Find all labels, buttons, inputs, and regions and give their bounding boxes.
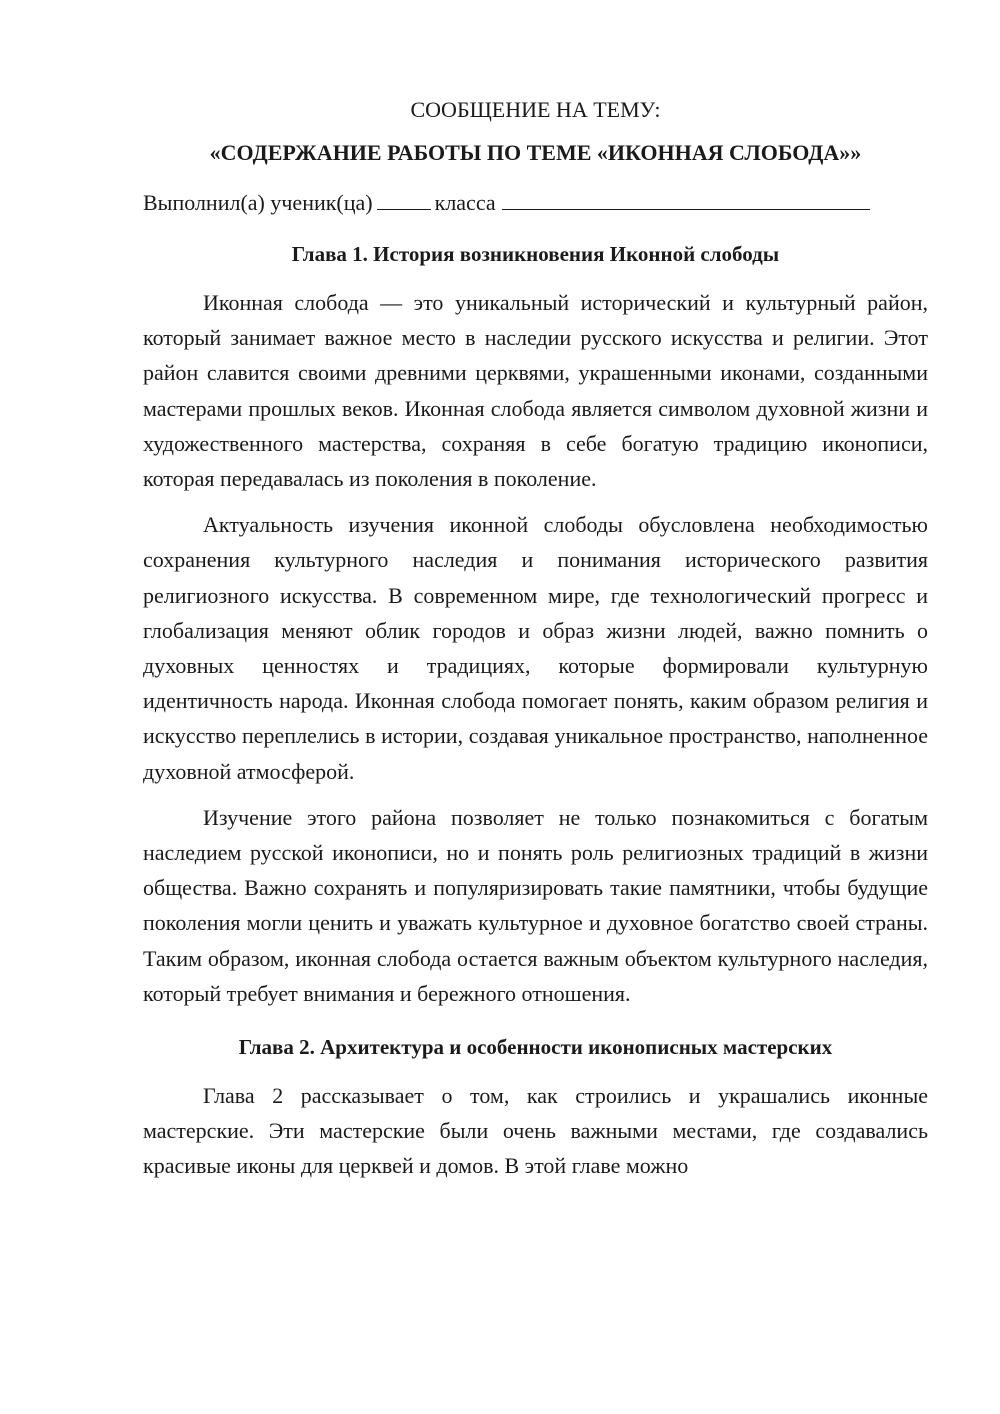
chapter-1-paragraph-2: Актуальность изучения иконной слободы обусловлена необходимостью сохранения культурного наследия и понимания исторического развития религиозного искусства. В современном мире, где технологический прогресс и глобализация меняют облик городов и образ жизни людей, важно помнить о духовных ценностях и традициях, которые формировали культурную идентичность народа. Иконная слобода помогает понять, каким образом религия и искусство переплелись в истории, создавая уникальное пространство, наполненное духовной атмосферой. — [143, 512, 928, 784]
document-topic-title: «СОДЕРЖАНИЕ РАБОТЫ ПО ТЕМЕ «ИКОННАЯ СЛОБОДА»» — [209, 140, 862, 165]
class-label: класса — [434, 190, 496, 215]
chapter-1-paragraph-1: Иконная слобода — это уникальный исторический и культурный район, который занимает важное место в наследии русского искусства и религии. Этот район славится своими древними церквями, украшенными иконами, созданными мастерами прошлых веков. Иконная слобода является символом духовной жизни и художественного мастерства, сохраняя в себе богатую традицию иконописи, которая передавалась из поколения в поколение. — [143, 290, 928, 492]
chapter-2-title: Глава 2. Архитектура и особенности иконописных мастерских — [238, 1035, 833, 1060]
class-number-blank — [377, 185, 431, 210]
chapter-1-paragraph-3: Изучение этого района позволяет не только познакомиться с богатым наследием русской иконописи, но и понять роль религиозных традиций в жизни общества. Важно сохранять и популяризировать такие памятники, чтобы будущие поколения могли ценить и уважать культурное и духовное богатство своей страны. Таким образом, иконная слобода остается важным объектом культурного наследия, который требует внимания и бережного отношения. — [143, 804, 928, 1006]
document-page — [143, 92, 928, 1184]
author-line — [143, 185, 928, 220]
chapter-1-title: Глава 1. История возникновения Иконной слободы — [291, 242, 780, 266]
author-prefix: Выполнил(а) ученик(ца) — [143, 190, 373, 215]
chapter-2-paragraph-1: Глава 2 рассказывает о том, как строились и украшались иконные мастерские. Эти мастерские были очень важными местами, где создавались красивые иконы для церквей и домов. В этой главе можно — [143, 1083, 928, 1179]
document-heading: СООБЩЕНИЕ НА ТЕМУ: — [410, 97, 661, 122]
student-name-blank — [502, 185, 870, 210]
